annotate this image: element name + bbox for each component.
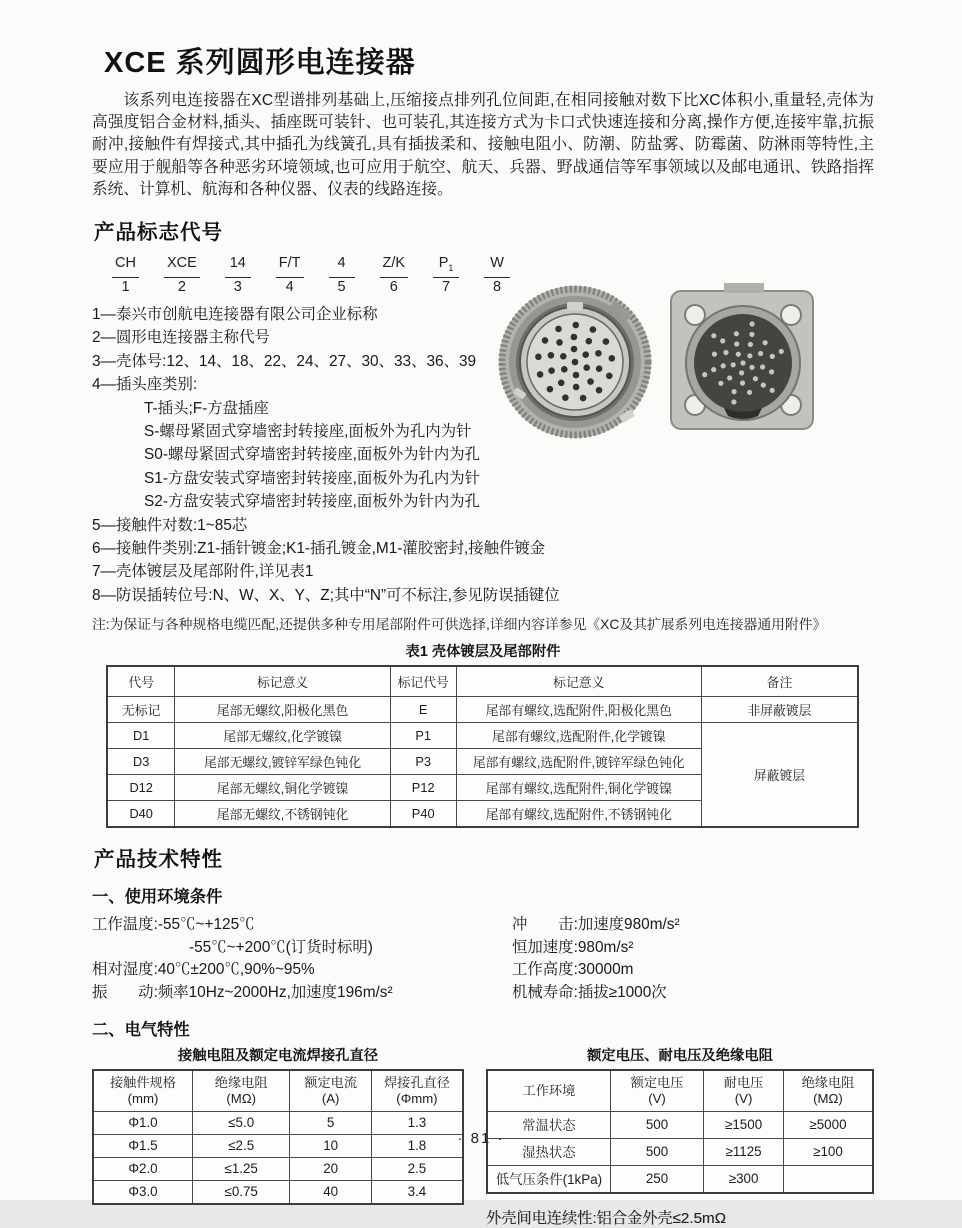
environment-conditions bbox=[92, 914, 874, 1004]
table-cell: Φ3.0 bbox=[93, 1180, 192, 1204]
header-cell: 标记代号 bbox=[390, 666, 456, 697]
connector-receptacle-photo bbox=[664, 282, 822, 442]
code-top-label: 14 bbox=[229, 255, 246, 272]
section-heading-tech: 产品技术特性 bbox=[94, 848, 223, 872]
code-part bbox=[164, 255, 200, 295]
table-cell: Φ2.0 bbox=[93, 1157, 192, 1180]
table-cell: Φ1.0 bbox=[93, 1111, 192, 1134]
list-item: 4—插头座类别: bbox=[92, 376, 198, 394]
table-cell: 尾部有螺纹,选配附件,阳极化黑色 bbox=[456, 697, 701, 723]
product-photos bbox=[494, 272, 824, 454]
plating-tail-accessories-table bbox=[106, 665, 859, 828]
table-cell: D3 bbox=[107, 749, 175, 775]
table-cell: 500 bbox=[610, 1111, 703, 1138]
code-position-number: 5 bbox=[337, 278, 346, 295]
footnote: 注:为保证与各种规格电缆匹配,还提供多种专用尾部附件可供选择,详细内容详参见《XC及其扩展系列电连接器通用附件》 bbox=[92, 617, 827, 633]
header-cell: 备注 bbox=[701, 666, 858, 697]
code-top-label: W bbox=[490, 255, 504, 272]
table-cell: 尾部有螺纹,选配附件,不锈钢钝化 bbox=[456, 801, 701, 828]
list-item: 3—壳体号:12、14、18、22、24、27、30、33、36、39 bbox=[92, 352, 477, 370]
code-top-label: 4 bbox=[337, 255, 346, 272]
table-cell: 尾部无螺纹,阳极化黑色 bbox=[175, 697, 390, 723]
spec-line: 机械寿命:插拔≥1000次 bbox=[512, 983, 667, 1001]
table-cell: P1 bbox=[390, 723, 456, 749]
code-part bbox=[225, 255, 251, 295]
code-position-number: 2 bbox=[177, 278, 186, 295]
subsection-heading-electrical: 二、电气特性 bbox=[92, 1020, 190, 1039]
table-cell: P12 bbox=[390, 775, 456, 801]
list-item: 8—防误插转位号:N、W、X、Y、Z;其中“N”可不标注,参见防误插键位 bbox=[92, 586, 560, 604]
table-cell: 40 bbox=[290, 1180, 371, 1204]
header-cell: 绝缘电阻 (MΩ) bbox=[783, 1070, 873, 1112]
table-cell: 尾部无螺纹,铜化学镀镍 bbox=[175, 775, 390, 801]
spec-line: -55℃~+200℃(订货时标明) bbox=[189, 938, 373, 956]
table-cell: P40 bbox=[390, 801, 456, 828]
table-cell: 10 bbox=[290, 1134, 371, 1157]
table-header-row bbox=[487, 1070, 873, 1112]
page-content bbox=[92, 40, 874, 1228]
table-cell: ≤1.25 bbox=[192, 1157, 289, 1180]
code-top-label: F/T bbox=[278, 255, 301, 272]
table-cell: ≤2.5 bbox=[192, 1134, 289, 1157]
table-cell: 3.4 bbox=[371, 1180, 463, 1204]
table-cell-merged: 屏蔽镀层 bbox=[701, 723, 858, 828]
spec-line: 恒加速度:980m/s² bbox=[512, 938, 634, 956]
table-cell: 250 bbox=[610, 1165, 703, 1193]
table-header-row bbox=[93, 1070, 463, 1112]
sub-list-item: S1-方盘安装式穿墙密封转接座,面板外为孔内为针 bbox=[144, 469, 481, 487]
table-cell: 非屏蔽镀层 bbox=[701, 697, 858, 723]
table-cell: ≤0.75 bbox=[192, 1180, 289, 1204]
code-position-number: 7 bbox=[442, 278, 451, 295]
table-row bbox=[487, 1165, 873, 1193]
header-cell: 绝缘电阻 (MΩ) bbox=[192, 1070, 289, 1112]
table-cell: 尾部无螺纹,不锈钢钝化 bbox=[175, 801, 390, 828]
list-item: 7—壳体镀层及尾部附件,详见表1 bbox=[92, 563, 314, 581]
table-cell: 2.5 bbox=[371, 1157, 463, 1180]
table-cell bbox=[783, 1165, 873, 1193]
table-cell: 1.8 bbox=[371, 1134, 463, 1157]
code-top-label: XCE bbox=[166, 255, 197, 272]
code-position-number: 1 bbox=[121, 278, 130, 295]
list-item: 1—泰兴市创航电连接器有限公司企业标称 bbox=[92, 305, 378, 323]
table-cell: D40 bbox=[107, 801, 175, 828]
table-cell: 5 bbox=[290, 1111, 371, 1134]
list-item: 2—圆形电连接器主称代号 bbox=[92, 329, 270, 347]
table-cell: D12 bbox=[107, 775, 175, 801]
code-top-label: Z/K bbox=[382, 255, 406, 272]
sub-list-item: S-螺母紧固式穿墙密封转接座,面板外为孔内为针 bbox=[144, 422, 472, 440]
spec-line: 相对湿度:40℃±200℃,90%~95% bbox=[92, 961, 315, 979]
table-cell: ≥1125 bbox=[704, 1138, 784, 1165]
table-cell: 尾部有螺纹,选配附件,镀锌军绿色钝化 bbox=[456, 749, 701, 775]
header-cell: 工作环境 bbox=[487, 1070, 610, 1112]
code-position-number: 8 bbox=[493, 278, 502, 295]
code-part bbox=[112, 255, 139, 295]
table-cell: ≤5.0 bbox=[192, 1111, 289, 1134]
table-row bbox=[93, 1180, 463, 1204]
code-position-number: 6 bbox=[389, 278, 398, 295]
connector-plug-photo bbox=[494, 272, 656, 448]
code-part bbox=[276, 255, 304, 295]
page-number: · 81 · bbox=[457, 1130, 505, 1147]
voltage-table-caption: 额定电压、耐电压及绝缘电阻 bbox=[587, 1047, 773, 1064]
table-cell: 低气压条件(1kPa) bbox=[487, 1165, 610, 1193]
table-cell: 常温状态 bbox=[487, 1111, 610, 1138]
table-cell: 尾部有螺纹,选配附件,铜化学镀镍 bbox=[456, 775, 701, 801]
code-part bbox=[380, 255, 409, 295]
environment-left-column bbox=[92, 914, 512, 1004]
sub-list-item: T-插头;F-方盘插座 bbox=[144, 399, 269, 417]
header-cell: 耐电压 (V) bbox=[704, 1070, 784, 1112]
spec-line: 工作温度:-55℃~+125℃ bbox=[92, 916, 255, 934]
code-position-number: 3 bbox=[233, 278, 242, 295]
spec-line: 冲 击:加速度980m/s² bbox=[512, 916, 680, 934]
table-cell: 无标记 bbox=[107, 697, 175, 723]
header-cell: 代号 bbox=[107, 666, 175, 697]
header-cell: 标记意义 bbox=[175, 666, 390, 697]
table-cell: ≥300 bbox=[704, 1165, 784, 1193]
table-cell: 500 bbox=[610, 1138, 703, 1165]
table1-caption: 表1 壳体镀层及尾部附件 bbox=[405, 644, 561, 661]
shell-continuity-note: 外壳间电连续性:铝合金外壳≤2.5mΩ bbox=[486, 1209, 726, 1227]
header-cell: 接触件规格 (mm) bbox=[93, 1070, 192, 1112]
header-cell: 额定电压 (V) bbox=[610, 1070, 703, 1112]
table-cell: 尾部无螺纹,镀锌军绿色钝化 bbox=[175, 749, 390, 775]
table-cell: ≥100 bbox=[783, 1138, 873, 1165]
list-item: 5—接触件对数:1~85芯 bbox=[92, 516, 248, 534]
table-cell: 湿热状态 bbox=[487, 1138, 610, 1165]
code-part bbox=[329, 255, 355, 295]
table-cell: Φ1.5 bbox=[93, 1134, 192, 1157]
table-cell: ≥5000 bbox=[783, 1111, 873, 1138]
sub-list-item: S2-方盘安装式穿墙密封转接座,面板外为针内为孔 bbox=[144, 493, 481, 511]
page-title: XCE 系列圆形电连接器 bbox=[104, 47, 416, 79]
environment-right-column bbox=[512, 914, 680, 1004]
table-cell: 1.3 bbox=[371, 1111, 463, 1134]
table-cell: 20 bbox=[290, 1157, 371, 1180]
spec-line: 工作高度:30000m bbox=[512, 961, 634, 979]
intro-paragraph: 该系列电连接器在XC型谱排列基础上,压缩接点排列孔位间距,在相同接触对数下比XC体积小,重量轻,壳体为高强度铝合金材料,插头、插座既可装针、也可装孔,其连接方式为卡口式快速连接和分离,操作方便,连接牢靠,抗振耐冲,接触件有焊接式,其中插孔为线簧孔,具有插拔柔和、接触电阻小、防潮、防盐雾、防霉菌、防淋雨等特性,主要应用于舰船等各种恶劣环境领域,也可应用于航空、航天、兵器、野战通信等军事领域以及邮电通讯、铁路指挥系统、计算机、航海和各种仪器、仪表的线路连接。 bbox=[92, 92, 874, 198]
list-item: 6—接触件类别:Z1-插针镀金;K1-插孔镀金,M1-灌胶密封,接触件镀金 bbox=[92, 539, 546, 557]
code-top-label: P bbox=[438, 255, 449, 272]
code-top-subscript: 1 bbox=[448, 262, 454, 273]
subsection-heading-environment: 一、使用环境条件 bbox=[92, 888, 223, 907]
header-cell: 额定电流 (A) bbox=[290, 1070, 371, 1112]
code-top-label: CH bbox=[115, 255, 136, 272]
table-cell: E bbox=[390, 697, 456, 723]
table-row bbox=[107, 697, 858, 723]
header-cell: 焊接孔直径 (Φmm) bbox=[371, 1070, 463, 1112]
table-header-row bbox=[107, 666, 858, 697]
spec-line: 振 动:频率10Hz~2000Hz,加速度196m/s² bbox=[92, 983, 393, 1001]
table-row bbox=[107, 723, 858, 749]
table-cell: P3 bbox=[390, 749, 456, 775]
table-cell: ≥1500 bbox=[704, 1111, 784, 1138]
table-cell: D1 bbox=[107, 723, 175, 749]
table-row bbox=[93, 1157, 463, 1180]
contact-table-caption: 接触电阻及额定电流焊接孔直径 bbox=[177, 1047, 379, 1064]
table-cell: 尾部有螺纹,选配附件,化学镀镍 bbox=[456, 723, 701, 749]
section-heading-marking: 产品标志代号 bbox=[94, 221, 223, 245]
header-cell: 标记意义 bbox=[456, 666, 701, 697]
code-part bbox=[433, 255, 459, 295]
sub-list-item: S0-螺母紧固式穿墙密封转接座,面板外为针内为孔 bbox=[144, 446, 481, 464]
table-cell: 尾部无螺纹,化学镀镍 bbox=[175, 723, 390, 749]
code-position-number: 4 bbox=[285, 278, 294, 295]
